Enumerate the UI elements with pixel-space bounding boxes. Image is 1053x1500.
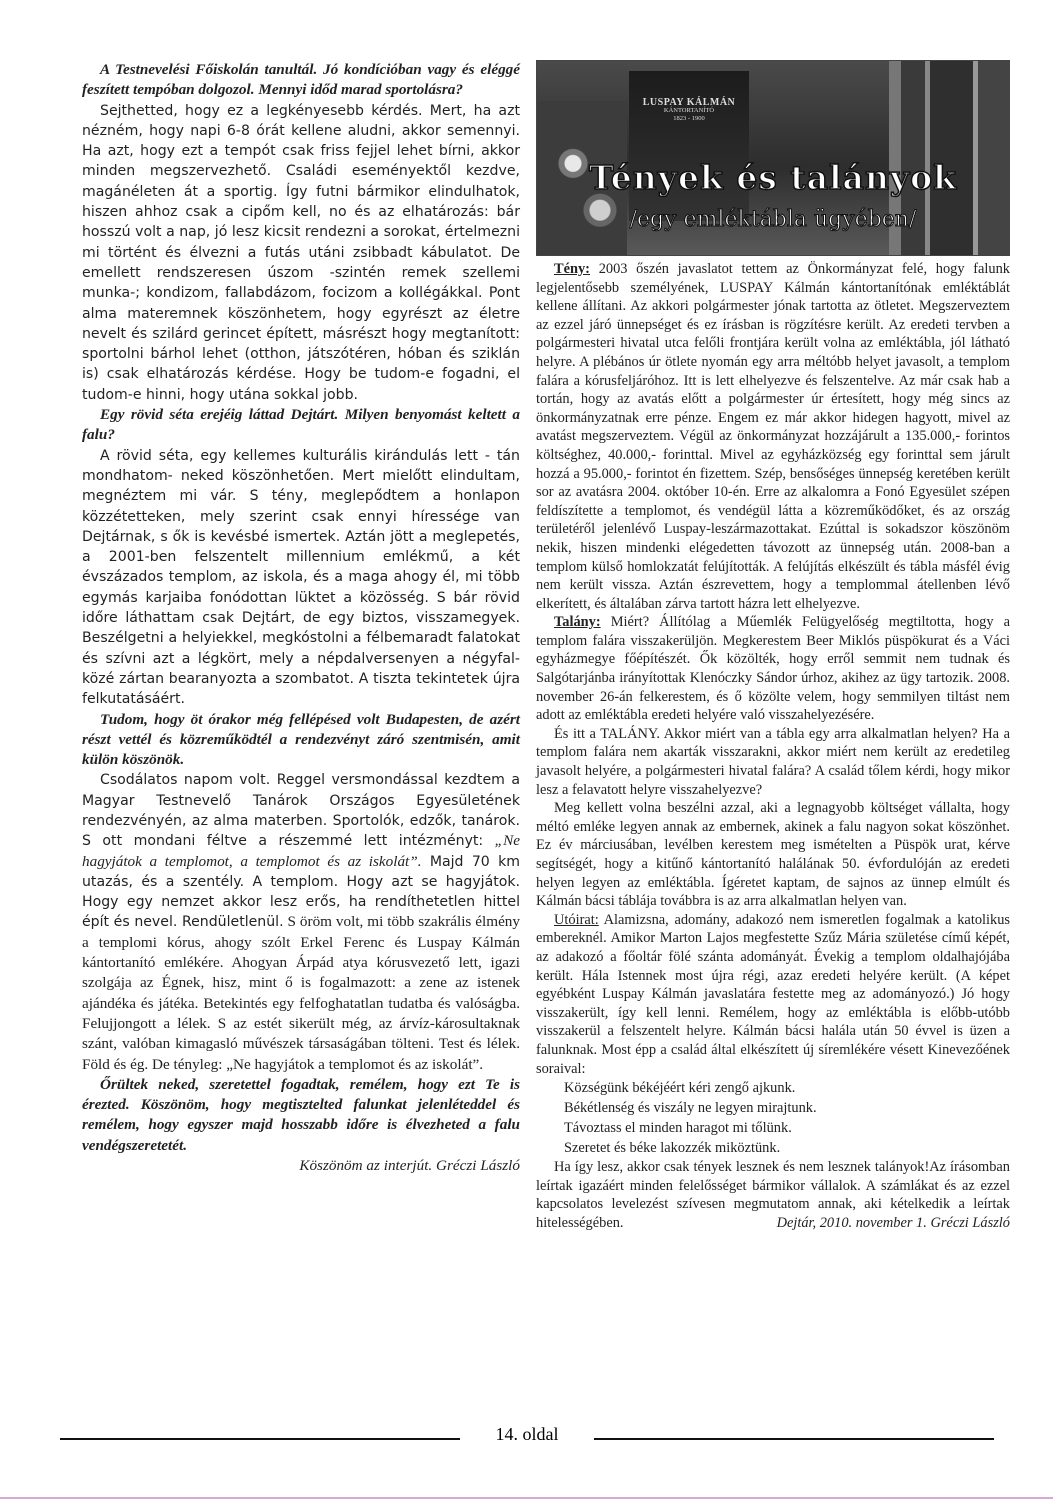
final-paragraph [536, 1158, 1010, 1232]
final-text: Ha így lesz, akkor csak tények lesznek és nem lesznek talányok!Az írásomban leírtak igazáért minden felelősséget bármikor vállalok. A számlákat és az ezzel kapcsolatos levelezést szívesen megmutatom annak, aki kételkedik a leírtak hitelességében. [536, 1159, 1010, 1231]
answer-2: A rövid séta, egy kellemes kulturális kirándulás lett - tán mondhatom- neked köszönhetően. Mert mielőtt elindultam, megnéztem mi vár. S tény, meglepődtem a honlapon közzétetteken, mely szerint csak ennyi híressége van Dejtárnak, s ők is kevésbé ismertek. Aztán jött a meglepetés, a 2001-ben felszentelt millennium emlékmű, a két évszázados templom, az iskola, és a maga ahogy él, mi több egymás karjaiba fonódottan lüktet a közösség. S bár rövid időre láthattam csak Dejtárt, de egy biztos, visszamegyek. Beszélgetni a helyiekkel, megkóstolni a félbemaradt falatokat és szívni azt a légkört, mely a népdalversenyen a négyfal-közé zártan bearanyozta a szombatot. A tiszta tekintetek újra felkutatásáért. [82, 447, 520, 708]
answer-3-end: S öröm volt, mi több szakrális élmény a templomi kórus, ahogy szólt Erkel Ferenc és Luspay Kálmán kántortanító emlékére. Ahogyan Árpád atya kórusvezető lett, igazi szolgája az Égnek, hisz, mint ő is fogalmazott: a zene az istenek ajándéka és játéka. Betekintés egy felfoghatatlan tudatba és valóságba. Felujjongott a lélek. S az estét sikerült még, az árvíz-károsultaknak szánt, valóban kimagasló művészek társaságában tölteni. Test és lélek. Föld és ég. De tényleg: „Ne hagyjátok a templomot és az iskolát”. [82, 913, 520, 1073]
paragraph-3: És itt a TALÁNY. Akkor miért van a tábla egy arra alkalmatlan helyen? Ha a templom falára nem akarták visszarakni, akkor miért nem került az eredetileg javasolt helyére, a polgármesteri hivatal falára? A család tőlem kérdi, hogy mikor lesz a felavatott helyre visszahelyezve? [536, 725, 1010, 798]
paragraph-4: Meg kellett volna beszélni azzal, aki a legnagyobb költséget vállalta, hogy méltó emléke legyen annak az embernek, akinek a falu nagyon sokat köszönhet. Ez év márciusában, levélben kerestem meg ismételten a Püspök urat, kérve segítségét, hogy a kitűnő kántortanító halálának 50. évfordulóján az eredeti helyen legyen az emléktábla. Ígéretet kaptam, de sajnos az ünnep elmúlt és Kálmán bácsi táblája továbbra is az arra alkalmatlan helyen van. [536, 800, 1010, 910]
interview-column [82, 60, 520, 1176]
article-column [536, 60, 1010, 1233]
answer-1: Sejthetted, hogy ez a legkényesebb kérdés. Mert, ha azt nézném, hogy napi 6-8 órát kellene aludni, akkor semennyi. Ha azt, hogy ezt a tempót csak friss fejjel lehet bírni, akkor minden megszervezhető. Családi eseményektől kezdve, magánéleten át a sportig. Így futni bármikor elindulhatok, hiszen ahhoz csak a cipőm kell, no és az elhatározás: bár hosszú volt a nap, jó lesz kicsit rendezni a sorokat, értelmezni mi történt és élvezni a futás utáni zsibbadt kábulatot. De emellett rendszeresen úszom -szintén remek szellemi munka-; kondizom, fallabdázom, focizom a kollégákkal. Pont alma materemnek köszönhetem, hogy egyrészt az életre nevelt és szilárd gerincet épített, másrészt hogy megtanított: sportolni bárhol lehet (otthon, játszótéren, hóban és sziklán is) csak elhatározás kérdése. Hogy be tudom-e fogadni, el tudom-e hinni, hogy utána sokkal jobb. [82, 102, 520, 403]
mystery-paragraph [536, 613, 1010, 725]
fact-paragraph [536, 260, 1010, 613]
article-signature: Dejtár, 2010. november 1. Gréczi László [776, 1214, 1010, 1231]
mystery-text: Miért? Állítólag a Műemlék Felügyelőség megtiltotta, hogy a templom falára visszakerüljön. Megkerestem Beer Miklós püspökurat és a Váci egyházmegye főépítészét. Ők közölték, hogy erről semmit nem tudnak és Salgótarjánba irányítottak Klenóczky Sándor úrhoz, akihez az ügy tartozik. 2008. november 26-án felkerestem, és ő közölte velem, hogy semmilyen tiltást nem adott az emléktábla eredeti helyére való visszahelyezésére. [536, 614, 1010, 724]
plaque-subtitle: KÁNTORTANÍTÓ [663, 107, 715, 114]
question-3: Tudom, hogy öt órakor még fellépésed volt Budapesten, de azért részt vettél és közreműködtél a rendezvényt záró szentmisén, amit külön köszönök. [82, 710, 520, 769]
article-title: Tények és talányok [589, 158, 957, 197]
poem-line: Községünk békéjéért kéri zengő ajkunk. [564, 1080, 796, 1097]
page-footer [60, 1424, 994, 1454]
question-1: A Testnevelési Főiskolán tanultál. Jó kondícióban vagy és eléggé feszített tempóban dolgozol. Mennyi időd marad sportolásra? [82, 61, 520, 99]
fact-label: Tény: [554, 261, 590, 277]
question-4: Őrültek neked, szeretettel fogadtak, remélem, hogy ezt Te is érezted. Köszönöm, hogy megtisztelted falunkat jelenléteddel és remélem, hogy egyszer majd hosszabb időre is élvezheted a falu vendégszeretetét. [82, 1075, 520, 1154]
bottom-border-line [0, 1497, 1053, 1499]
answer-3-start: Csodálatos napom volt. Reggel versmondással kezdtem a Magyar Testnevelő Tanárok Országos Egyesületének rendezvényén, az alma materben. Sportolók, edzők, tanárok. S ott mondani féltve a részemmé lett intézményt: [82, 772, 520, 850]
footer-rule-right [594, 1438, 994, 1440]
fact-text: 2003 őszén javaslatot tettem az Önkormányzat felé, hogy falunk legjelentősebb személyének, LUSPAY Kálmán kántortanítónak emléktáblát kellene állítani. Az akkori polgármester jónak tartotta az ötletet. Megszerveztem az ezzel járó ünnepséget és ez írásban is rögzítésre került. Az eredeti tervben a polgármesteri hivatal utca felőli frontjára került volna az emléktábla, jól látható helyre. A plébános úr ötlete nyomán egy arra méltóbb helyet javasolt, a templom falára a kórusfeljáróhoz. Itt is lett elhelyezve és felszentelve. Az már csak hab a tortán, hogy az avatás előtt a polgármester úr értesített, hogy még sincs az önkormányzatnak erre pénze. Engem ez már akkor hidegen hagyott, mivel az avatást megszerveztem. Végül az önkormányzat hozzájárult a 135.000,- forintos költséghez, 40.000,- forinttal. Mivel az egyházközség egy forinttal sem járult hozzá a 95.000,- forintot én fizettem. Szép, bensőséges ünnepség keretében került sor az avatásra 2004. október 10-én. Erre az alkalomra a Fonó Egyesület szépen feldíszítette a templomot, és vendégül látta a közreműködőket, és az ország területéről jelenlévő Luspay-leszármazottakat. Ezúttal is sokadszor köszönöm nekik, hiszen mindenki elégedetten távozott az ünnepség után. 2008-ban a templom külső homlokzatát felújították. A felújítás elkészült és tábla másfél évig nem került vissza. Aztán észrevettem, hogy a templommal átellenben lévő elkerített, és általában zárva tartott házra lett elhelyezve. [536, 261, 1010, 612]
footer-rule-left [60, 1438, 460, 1440]
postscript-text: Alamizsna, adomány, adakozó nem ismeretlen fogalmak a katolikus embereknél. Amikor Marton Lajos megfestette Szűz Mária születése című képét, az adakozó a főoltár fölé szánta adományát. Évekig a templom oldalhajójába került. Hála Istennek most újra régi, azaz eredeti helyére került. (A képet egyébként Luspay Kálmán javaslatára festette meg az adományozó.) Jó hogy visszakerült, így kell lenni. Remélem, hogy az emléktábla is előbb-utóbb visszakerül a felszentelt helyre. Kálmán bácsi halála után 50 évvel is üzen a falunknak. Most épp a család által elkészített új síremlékére vésett Kinevezőének soraival: [536, 911, 1010, 1077]
answer-3-quote: „Ne hagyjátok a templomot, a templomot és az iskolát”. [82, 832, 520, 870]
poem-line: Szeretet és béke lakozzék miköztünk. [564, 1140, 781, 1157]
postscript-label: Utóirat: [554, 911, 599, 928]
question-2: Egy rövid séta erejéig láttad Dejtárt. Milyen benyomást keltett a falu? [82, 406, 520, 444]
poem-line: Távoztass el minden haragot mi tőlünk. [564, 1120, 792, 1137]
mystery-label: Talány: [554, 614, 601, 631]
plaque-years: 1823 - 1900 [673, 115, 705, 122]
answer-3-mid: Majd 70 km utazás, és a szentély. A templom. Hogy azt se hagyjátok. Hogy egy nemzet akkor lesz erős, ha rendíthetetlen hittel épít és nevel. Rendületlenül. [82, 853, 520, 931]
page-number: 14. oldal [495, 1424, 559, 1444]
interview-signature: Köszönöm az interjút. Gréczi László [299, 1157, 520, 1175]
memorial-plaque-photo [536, 60, 1010, 256]
memorial-plaque [629, 71, 749, 221]
article-subtitle: /egy emléktábla ügyében/ [629, 207, 917, 232]
plaque-name: LUSPAY KÁLMÁN [642, 97, 736, 108]
poem-line: Békétlenség és viszály ne legyen mirajtunk. [564, 1100, 817, 1117]
postscript-paragraph [536, 911, 1010, 1078]
answer-3 [82, 770, 520, 1074]
